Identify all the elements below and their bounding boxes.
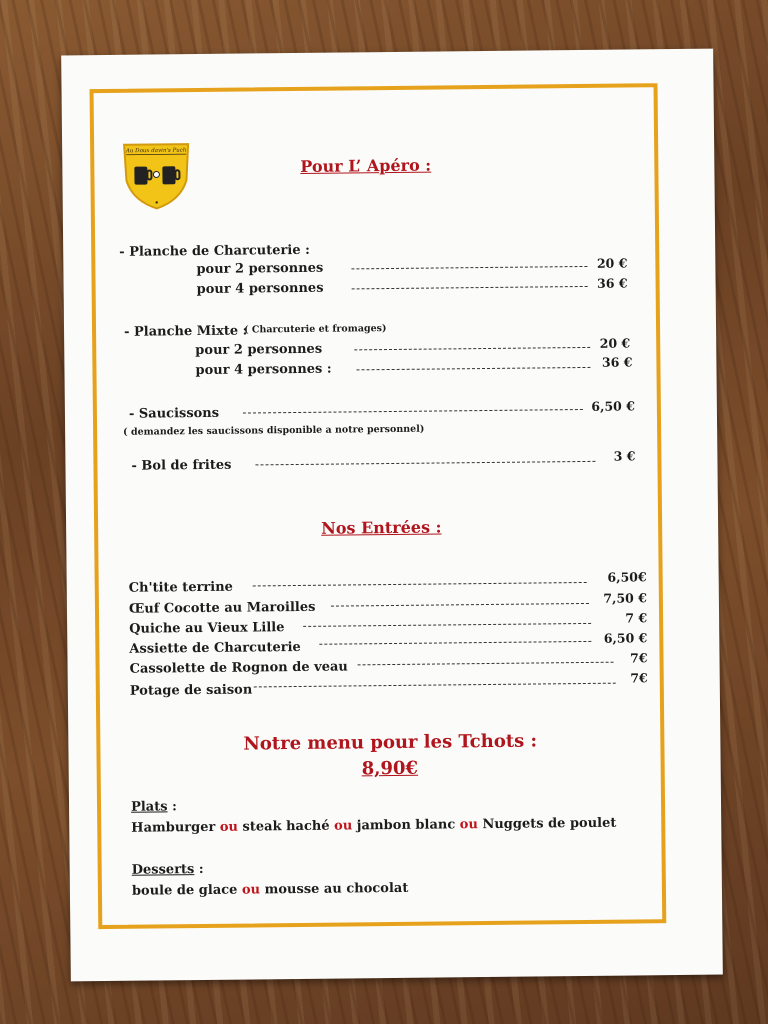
menu-item-price: 7€	[630, 650, 648, 666]
menu-item-label: pour 2 personnes	[195, 341, 323, 359]
menu-item-price: 6,50€	[607, 569, 647, 585]
menu-item-label: Assiette de Charcuterie	[129, 639, 301, 657]
desserts-title: Desserts	[131, 862, 195, 878]
menu-item-price: 7 €	[625, 610, 648, 626]
desserts-colon: :	[194, 861, 204, 878]
menu-item-price: 36 €	[601, 354, 633, 370]
menu-item-label: Cassolette de Rognon de veau	[129, 659, 348, 677]
menu-item-price: 6,50 €	[603, 630, 648, 646]
menu-item-price: 20 €	[596, 255, 628, 271]
or-word: ou	[241, 882, 261, 898]
dessert-option: boule de glace	[131, 882, 238, 899]
menu-item-price: 3 €	[613, 448, 636, 464]
plats-label	[131, 799, 177, 814]
menu-item-price: 7,50 €	[603, 590, 647, 606]
or-word: ou	[334, 818, 353, 834]
plats-colon: :	[167, 799, 177, 815]
menu-item-label: Potage de saison	[129, 682, 253, 699]
crest-beer-icon	[120, 136, 193, 213]
menu-item-label: Ch'tite terrine	[128, 579, 233, 596]
menu-item-label: Œuf Cocotte au Maroilles	[128, 599, 316, 617]
or-word: ou	[459, 817, 478, 833]
menu-sheet	[61, 49, 723, 982]
menu-item-label: pour 2 personnes	[196, 260, 324, 278]
entrees-heading: Nos Entrées :	[321, 517, 442, 538]
planche-mixte-note: ( Charcuterie et fromages)	[243, 323, 387, 336]
planche-charcuterie-label: - Planche de Charcuterie :	[119, 242, 310, 260]
menu-item-label: pour 4 personnes :	[195, 361, 332, 379]
plat-option: steak haché	[242, 818, 330, 835]
tchots-price: 8,90€	[361, 757, 419, 780]
saucissons-label: - Saucissons	[128, 405, 220, 422]
logo-text: Au Doux davin's Puch	[125, 147, 187, 155]
plat-option: jambon blanc	[356, 817, 456, 834]
frites-label: - Bol de frites	[131, 457, 232, 474]
dessert-option: mousse au chocolat	[264, 880, 409, 898]
planche-mixte-label: - Planche Mixte :	[123, 323, 248, 340]
menu-item-label: pour 4 personnes	[196, 280, 324, 298]
menu-item-label: Quiche au Vieux Lille	[129, 620, 285, 637]
menu-item-price: 20 €	[599, 335, 631, 351]
apero-heading: Pour L’ Apéro :	[300, 155, 432, 176]
plat-option: Nuggets de poulet	[482, 815, 617, 833]
desserts-list	[132, 881, 409, 899]
desserts-label	[132, 862, 204, 878]
plat-option: Hamburger	[131, 819, 216, 836]
saucissons-note: ( demandez les saucissons disponible a notre personnel)	[123, 423, 425, 438]
menu-item-price: 36 €	[597, 275, 628, 291]
or-word: ou	[219, 819, 239, 835]
menu-item-price: 7€	[630, 670, 648, 686]
tchots-heading: Notre menu pour les Tchots :	[243, 730, 538, 755]
menu-item-price: 6,50 €	[591, 398, 635, 414]
plats-title: Plats	[130, 799, 168, 815]
